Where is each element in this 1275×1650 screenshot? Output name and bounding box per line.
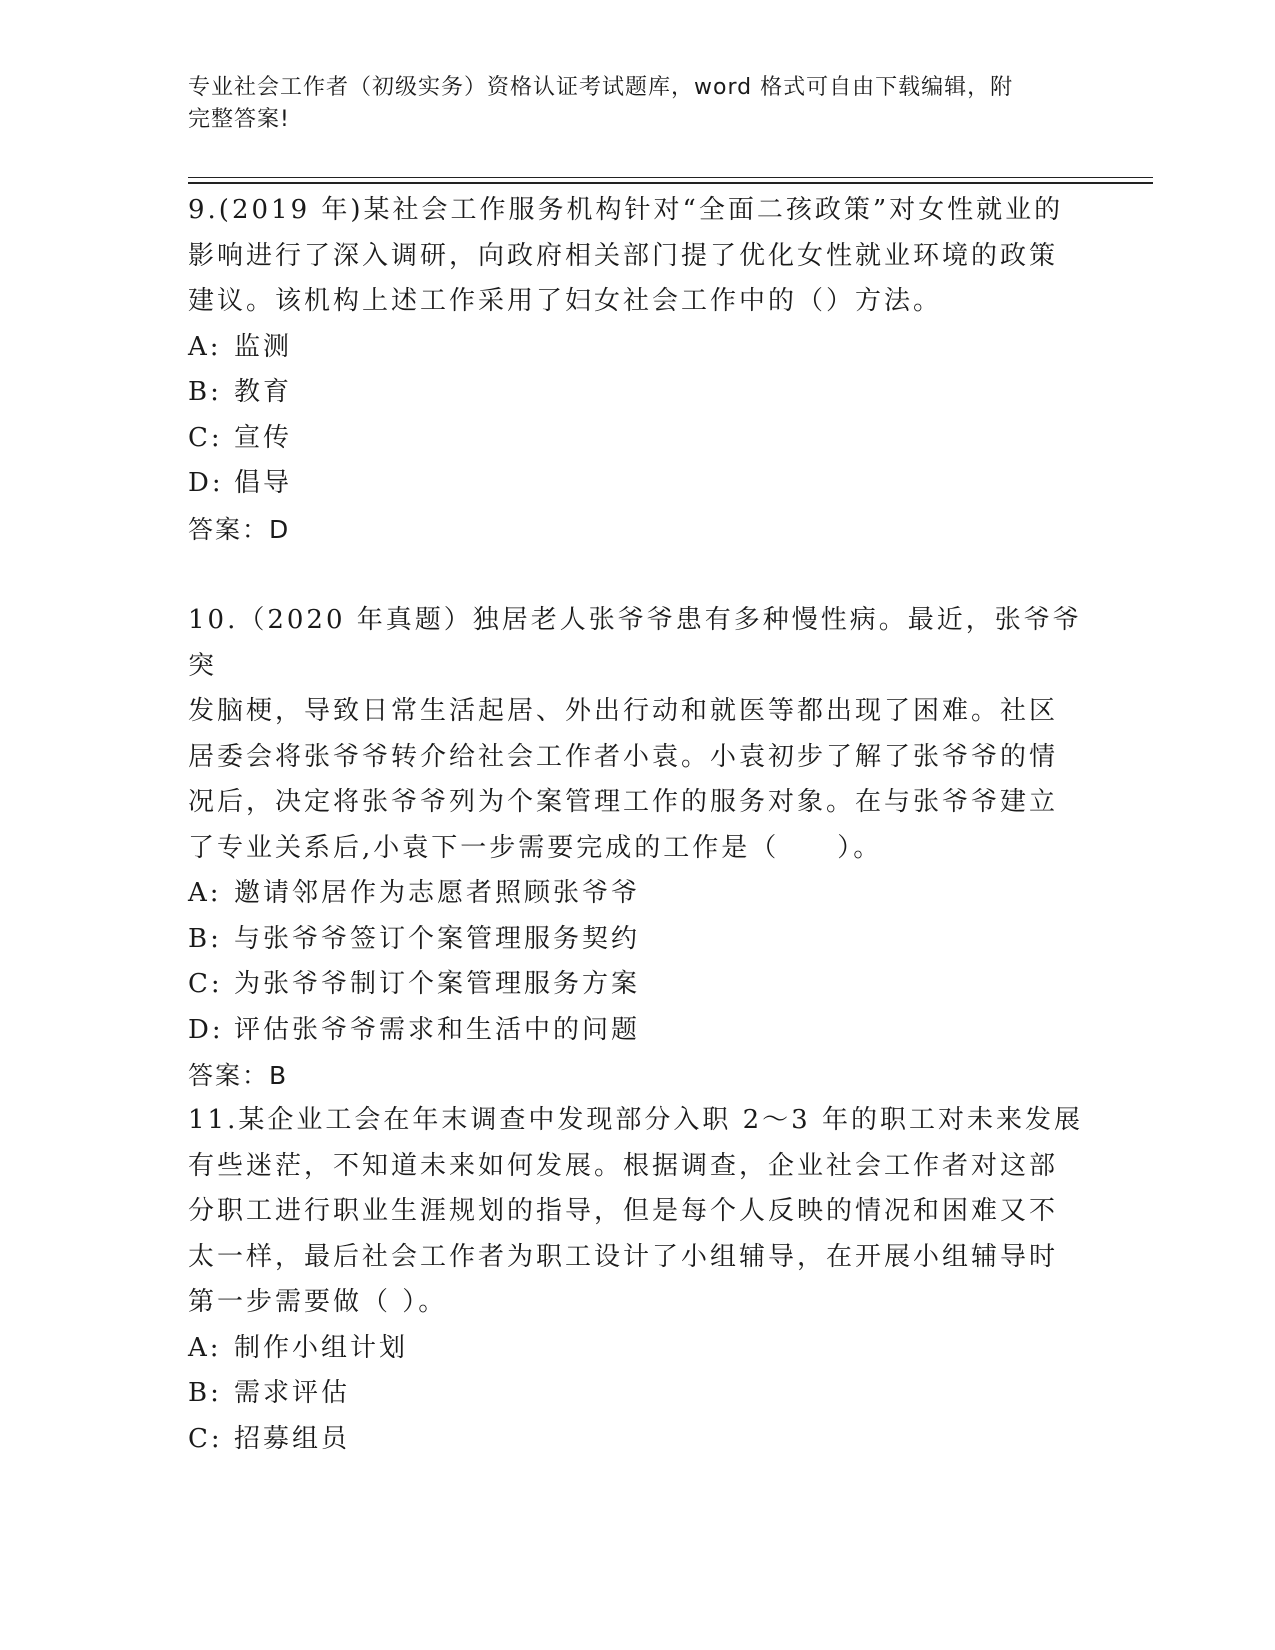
option-letter: C: — [188, 1423, 223, 1454]
question-stem-line: 第一步需要做（ ）。 — [188, 1287, 448, 1317]
option-c — [188, 1417, 1088, 1463]
option-a — [188, 1326, 1088, 1372]
header-line-2: 完整答案! — [188, 107, 290, 132]
question-stem-line: 9.(2019 年)某社会工作服务机构针对“全面二孩政策”对女性就业的 — [188, 195, 1064, 225]
question-stem-line: 10.（2020 年真题）独居老人张爷爷患有多种慢性病。最近，张爷爷突 — [188, 605, 1082, 681]
answer-line: 答案：B — [188, 1061, 289, 1090]
question-stem-line: 发脑梗，导致日常生活起居、外出行动和就医等都出现了困难。社区 — [188, 696, 1059, 726]
question-stem-line: 建议。该机构上述工作采用了妇女社会工作中的（）方法。 — [188, 286, 943, 316]
question-11 — [188, 1098, 1088, 1462]
option-text: 与张爷爷签订个案管理服务契约 — [234, 923, 641, 954]
option-letter: B: — [188, 377, 222, 407]
header-divider-thin — [188, 177, 1153, 178]
option-b — [188, 917, 1088, 963]
option-d — [188, 1008, 1088, 1054]
question-stem-line: 11.某企业工会在年末调查中发现部分入职 2～3 年的职工对未来发展 — [188, 1105, 1083, 1135]
option-text: 监测 — [234, 331, 293, 362]
option-a — [188, 871, 1088, 917]
option-letter: C: — [188, 969, 223, 999]
option-text: 邀请邻居作为志愿者照顾张爷爷 — [234, 878, 641, 908]
question-stem-line: 况后，决定将张爷爷列为个案管理工作的服务对象。在与张爷爷建立 — [188, 787, 1059, 817]
option-letter: A: — [188, 878, 222, 908]
option-letter: D: — [188, 1014, 224, 1045]
question-stem-line: 居委会将张爷爷转介给社会工作者小袁。小袁初步了解了张爷爷的情 — [188, 741, 1059, 772]
option-text: 评估张爷爷需求和生活中的问题 — [234, 1014, 641, 1045]
option-d — [188, 461, 1088, 507]
option-a — [188, 325, 1088, 371]
header-divider-thick — [188, 182, 1153, 184]
option-text: 倡导 — [234, 468, 293, 498]
answer-line: 答案：D — [188, 514, 291, 544]
question-stem-line: 太一样，最后社会工作者为职工设计了小组辅导，在开展小组辅导时 — [188, 1241, 1059, 1272]
option-c — [188, 416, 1088, 462]
option-text: 招募组员 — [234, 1423, 351, 1454]
option-c — [188, 962, 1088, 1008]
question-stem-line: 有些迷茫，不知道未来如何发展。根据调查，企业社会工作者对这部 — [188, 1150, 1059, 1181]
option-text: 制作小组计划 — [234, 1332, 409, 1363]
option-letter: B: — [188, 1378, 222, 1408]
option-text: 为张爷爷制订个案管理服务方案 — [234, 969, 641, 999]
question-stem-line: 分职工进行职业生涯规划的指导，但是每个人反映的情况和困难又不 — [188, 1196, 1059, 1226]
option-b — [188, 370, 1088, 416]
option-b — [188, 1371, 1088, 1417]
option-letter: A: — [188, 331, 222, 362]
option-letter: D: — [188, 468, 224, 498]
option-text: 需求评估 — [234, 1378, 351, 1408]
option-text: 宣传 — [234, 422, 293, 453]
question-9 — [188, 188, 1088, 552]
option-letter: C: — [188, 422, 223, 453]
question-stem-line: 影响进行了深入调研，向政府相关部门提了优化女性就业环境的政策 — [188, 240, 1059, 271]
option-text: 教育 — [234, 377, 293, 407]
document-header — [188, 72, 1068, 136]
option-letter: A: — [188, 1332, 222, 1363]
option-letter: B: — [188, 923, 222, 954]
question-stem-line: 了专业关系后,小袁下一步需要完成的工作是（ ）。 — [188, 832, 883, 863]
header-line-1: 专业社会工作者（初级实务）资格认证考试题库，word 格式可自由下载编辑，附 — [188, 75, 1014, 100]
question-10 — [188, 598, 1088, 1099]
